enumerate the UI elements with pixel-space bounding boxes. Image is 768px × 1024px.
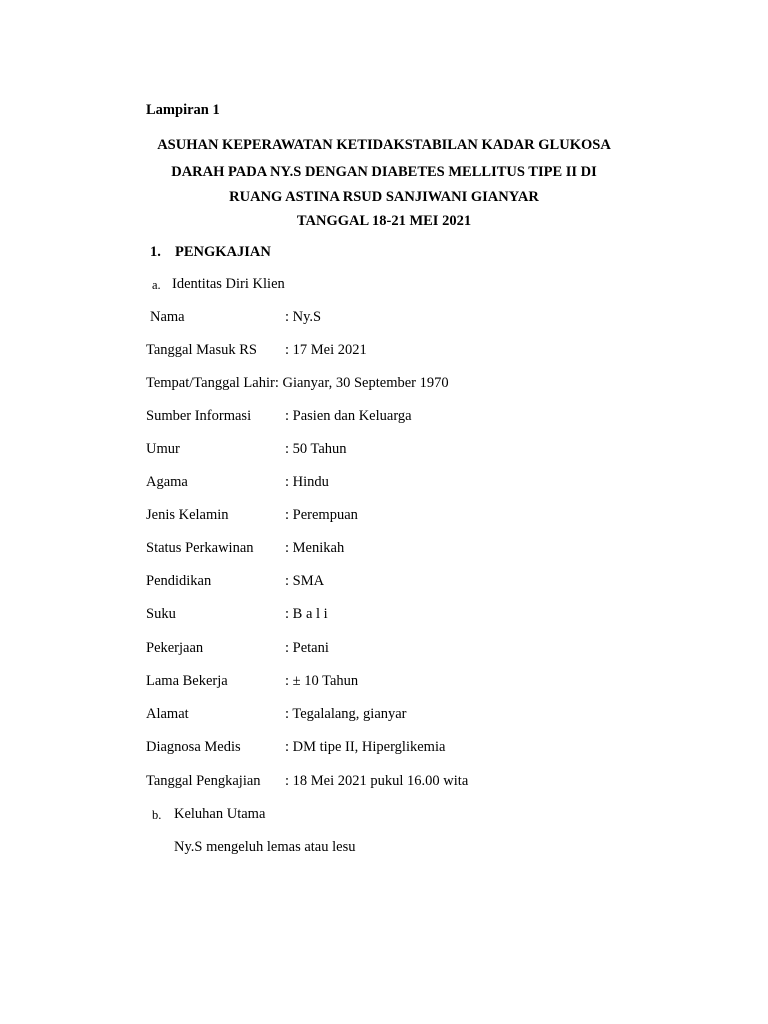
field-label: Tanggal Pengkajian [146,773,261,789]
field-label: Pendidikan [146,573,212,589]
subsection-b-letter: b. [152,808,162,822]
field-label: Sumber Informasi [146,408,252,424]
section-title: PENGKAJIAN [175,244,271,260]
field-value: : Hindu [285,474,329,490]
section-number: 1. [150,244,161,260]
field-label: Agama [146,474,188,490]
attachment-label: Lampiran 1 [146,102,220,118]
title-line-3: RUANG ASTINA RSUD SANJIWANI GIANYAR [229,189,539,205]
field-value: : Ny.S [285,309,322,325]
subsection-a-letter: a. [152,278,161,292]
field-value: : 50 Tahun [285,441,347,457]
field-value: : Gianyar, 30 September 1970 [274,375,449,391]
field-label: Tanggal Masuk RS [146,342,257,358]
subsection-a-title: Identitas Diri Klien [172,276,285,292]
field-value: : Tegalalang, gianyar [285,706,407,722]
field-label: Diagnosa Medis [146,739,241,755]
field-value: : Petani [285,640,329,656]
complaint-text: Ny.S mengeluh lemas atau lesu [174,839,356,855]
field-label: Alamat [146,706,189,722]
field-value: : 17 Mei 2021 [285,342,367,358]
field-label: Lama Bekerja [146,673,228,689]
field-label: Status Perkawinan [146,540,254,556]
field-label: Jenis Kelamin [146,507,229,523]
field-label: Umur [146,441,180,457]
title-line-1: ASUHAN KEPERAWATAN KETIDAKSTABILAN KADAR GLUKOSA [157,137,611,153]
field-label: Tempat/Tanggal Lahir [146,375,275,391]
field-value: : B a l i [285,606,328,622]
field-label: Suku [146,606,176,622]
field-value: : DM tipe II, Hiperglikemia [285,739,446,755]
title-line-2: DARAH PADA NY.S DENGAN DIABETES MELLITUS TIPE II DI [171,164,597,180]
field-label: Pekerjaan [146,640,204,656]
field-value: : Pasien dan Keluarga [285,408,412,424]
field-label-value [146,374,449,392]
field-value: : 18 Mei 2021 pukul 16.00 wita [285,773,469,789]
field-label: Nama [150,309,185,325]
field-value: : ± 10 Tahun [285,673,359,689]
field-value: : SMA [285,573,325,589]
subsection-b-title: Keluhan Utama [174,806,266,822]
title-line-4: TANGGAL 18-21 MEI 2021 [296,213,472,229]
field-value: : Perempuan [285,507,358,523]
field-value: : Menikah [285,540,345,556]
